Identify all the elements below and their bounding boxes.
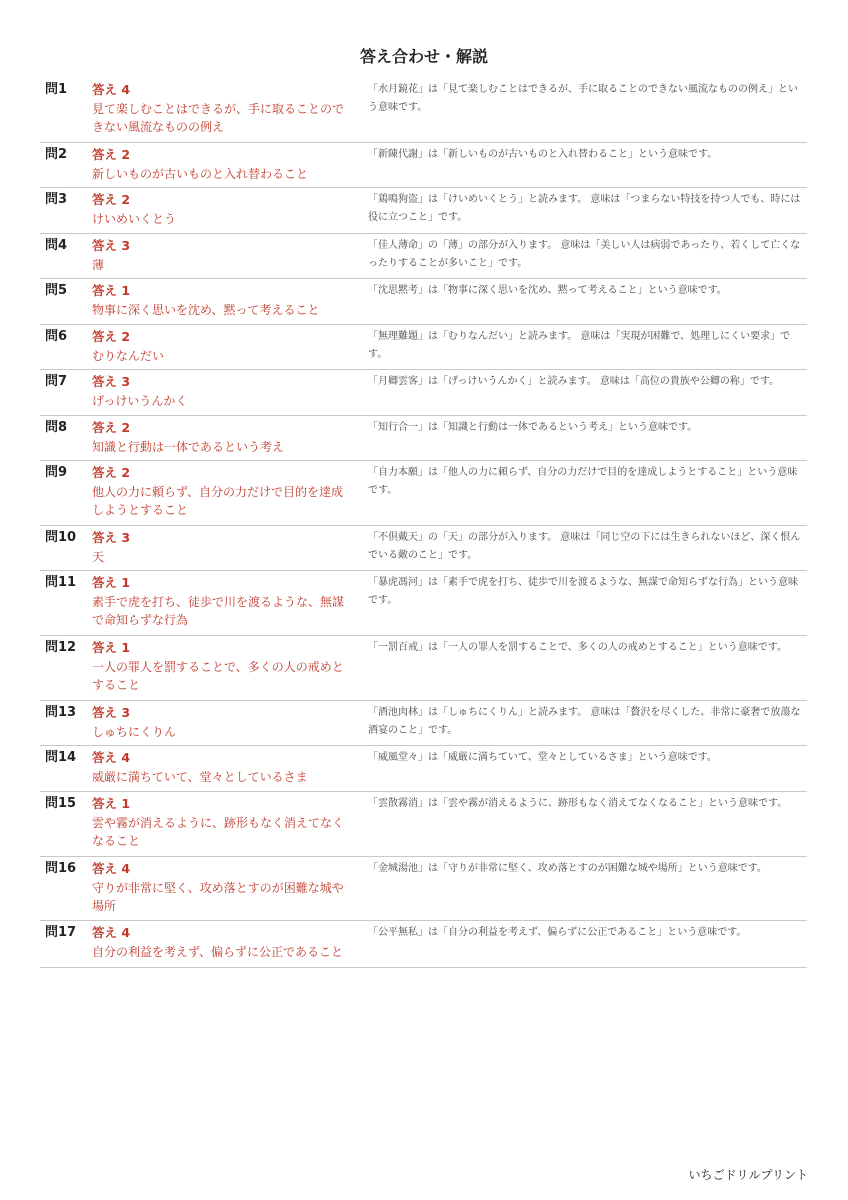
answer-cell xyxy=(92,325,360,369)
answer-row xyxy=(40,857,807,921)
question-number: 問6 xyxy=(45,329,68,344)
answer-text: しゅちにくりん xyxy=(92,724,177,739)
explanation-text: 「月卿雲客」は「げっけいうんかく」と読みます。 意味は「高位の貴族や公卿の称」です。 xyxy=(368,376,780,387)
explanation-text: 「知行合一」は「知識と行動は一体であるという考え」という意味です。 xyxy=(368,422,698,433)
answer-row xyxy=(40,188,807,234)
answer-label: 答え 1 xyxy=(92,283,131,298)
answer-label: 答え 2 xyxy=(92,420,131,435)
answer-text: 薄 xyxy=(92,257,105,272)
answer-label: 答え 1 xyxy=(92,640,131,655)
answer-label: 答え 3 xyxy=(92,238,131,253)
question-number: 問4 xyxy=(45,238,68,253)
answer-text: 他人の力に頼らず、自分の力だけで目的を達成しようとすること xyxy=(92,484,344,517)
explanation-text: 「無理難題」は「むりなんだい」と読みます。 意味は「実現が困難で、処理しにくい要求」です。 xyxy=(368,331,791,360)
answer-label: 答え 2 xyxy=(92,192,131,207)
answer-text: けいめいくとう xyxy=(92,211,177,226)
answer-cell xyxy=(92,279,360,324)
answer-row xyxy=(40,143,807,188)
answer-text: 素手で虎を打ち、徒歩で川を渡るような、無謀で命知らずな行為 xyxy=(92,594,345,627)
answer-row xyxy=(40,461,807,526)
answer-text: むりなんだい xyxy=(92,348,165,363)
answer-cell xyxy=(92,857,360,920)
answer-text: 雲や霧が消えるように、跡形もなく消えてなくなること xyxy=(92,815,345,848)
answer-text: 天 xyxy=(92,549,105,564)
question-number: 問10 xyxy=(45,530,77,545)
answer-cell xyxy=(92,701,360,745)
explanation-text: 「金城湯池」は「守りが非常に堅く、攻め落とすのが困難な城や場所」という意味です。 xyxy=(368,863,767,874)
answer-cell xyxy=(92,571,360,635)
answer-row xyxy=(40,701,807,746)
explanation-text: 「公平無私」は「自分の利益を考えず、偏らずに公正であること」という意味です。 xyxy=(368,927,747,938)
answer-label: 答え 3 xyxy=(92,530,131,545)
question-number: 問2 xyxy=(45,147,68,162)
answer-cell xyxy=(92,636,360,700)
answer-row xyxy=(40,78,807,143)
question-number: 問16 xyxy=(45,861,77,876)
answer-cell xyxy=(92,461,360,525)
answer-text: 守りが非常に堅く、攻め落とすのが困難な城や場所 xyxy=(92,880,344,913)
question-number: 問14 xyxy=(45,750,77,765)
answer-text: げっけいうんかく xyxy=(92,393,188,408)
answer-row xyxy=(40,234,807,279)
answer-text: 知識と行動は一体であるという考え xyxy=(92,439,285,454)
footer-brand: いちごドリルプリント xyxy=(688,1168,808,1182)
answer-text: 物事に深く思いを沈め、黙って考えること xyxy=(92,302,320,317)
answer-cell xyxy=(92,234,360,278)
answer-cell xyxy=(92,143,360,187)
answer-row xyxy=(40,746,807,792)
answer-label: 答え 2 xyxy=(92,329,131,344)
explanation-text: 「水月鏡花」は「見て楽しむことはできるが、手に取ることのできない風流なものの例え」という意味です。 xyxy=(368,84,798,113)
answer-label: 答え 3 xyxy=(92,374,131,389)
answer-label: 答え 1 xyxy=(92,796,131,811)
answer-text: 一人の罪人を罰することで、多くの人の戒めとすること xyxy=(92,659,344,692)
answer-cell xyxy=(92,416,360,460)
explanation-text: 「自力本願」は「他人の力に頼らず、自分の力だけで目的を達成しようとすること」という意味です。 xyxy=(368,467,798,496)
explanation-text: 「鶏鳴狗盗」は「けいめいくとう」と読みます。 意味は「つまらない特技を持つ人でも、時には役に立つこと」です。 xyxy=(368,194,801,223)
explanation-text: 「威風堂々」は「威厳に満ちていて、堂々としているさま」という意味です。 xyxy=(368,752,717,763)
explanation-text: 「一罰百戒」は「一人の罪人を罰することで、多くの人の戒めとすること」という意味です。 xyxy=(368,642,787,653)
answer-label: 答え 2 xyxy=(92,147,131,162)
explanation-text: 「暴虎馮河」は「素手で虎を打ち、徒歩で川を渡るような、無謀で命知らずな行為」という意味です。 xyxy=(368,577,798,606)
question-number: 問7 xyxy=(45,374,68,389)
question-number: 問13 xyxy=(45,705,77,720)
question-number: 問15 xyxy=(45,796,77,811)
question-number: 問11 xyxy=(45,575,77,590)
question-number: 問12 xyxy=(45,640,77,655)
answer-label: 答え 4 xyxy=(92,925,131,940)
answer-cell xyxy=(92,370,360,415)
explanation-text: 「佳人薄命」の「薄」の部分が入ります。 意味は「美しい人は病弱であったり、若くして亡くなったりすることが多いこと」です。 xyxy=(368,240,801,269)
page-title: 答え合わせ・解説 xyxy=(359,47,488,66)
explanation-text: 「沈思黙考」は「物事に深く思いを沈め、黙って考えること」という意味です。 xyxy=(368,285,727,296)
question-number: 問1 xyxy=(45,82,68,97)
answer-cell xyxy=(92,526,360,570)
answer-cell xyxy=(92,188,360,233)
question-number: 問8 xyxy=(45,420,68,435)
answer-label: 答え 4 xyxy=(92,861,131,876)
answer-text: 新しいものが古いものと入れ替わること xyxy=(92,166,309,181)
answer-cell xyxy=(92,78,360,142)
answer-row xyxy=(40,792,807,857)
answer-cell xyxy=(92,746,360,791)
answer-row xyxy=(40,370,807,416)
answer-list xyxy=(40,78,807,968)
answer-row xyxy=(40,921,807,968)
question-number: 問17 xyxy=(45,925,77,940)
answer-row xyxy=(40,571,807,636)
explanation-text: 「不倶戴天」の「天」の部分が入ります。 意味は「同じ空の下には生きられないほど、深く恨んでいる敵のこと」です。 xyxy=(368,532,801,561)
question-number: 問5 xyxy=(45,283,68,298)
question-number: 問9 xyxy=(45,465,68,480)
answer-label: 答え 4 xyxy=(92,82,131,97)
answer-text: 威厳に満ちていて、堂々としているさま xyxy=(92,769,308,784)
answer-text: 見て楽しむことはできるが、手に取ることのできない風流なものの例え xyxy=(92,101,345,134)
answer-label: 答え 3 xyxy=(92,705,131,720)
question-number: 問3 xyxy=(45,192,68,207)
answer-row xyxy=(40,416,807,461)
answer-row xyxy=(40,526,807,571)
answer-label: 答え 4 xyxy=(92,750,131,765)
answer-row xyxy=(40,325,807,370)
answer-row xyxy=(40,279,807,325)
answer-label: 答え 2 xyxy=(92,465,131,480)
explanation-text: 「酒池肉林」は「しゅちにくりん」と読みます。 意味は「贅沢を尽くした、非常に豪奢で放蕩な酒宴のこと」です。 xyxy=(368,707,801,736)
answer-label: 答え 1 xyxy=(92,575,131,590)
explanation-text: 「雲散霧消」は「雲や霧が消えるように、跡形もなく消えてなくなること」という意味です。 xyxy=(368,798,788,809)
answer-text: 自分の利益を考えず、偏らずに公正であること xyxy=(92,944,344,959)
answer-row xyxy=(40,636,807,701)
answer-cell xyxy=(92,921,360,967)
answer-cell xyxy=(92,792,360,856)
explanation-text: 「新陳代謝」は「新しいものが古いものと入れ替わること」という意味です。 xyxy=(368,149,718,160)
